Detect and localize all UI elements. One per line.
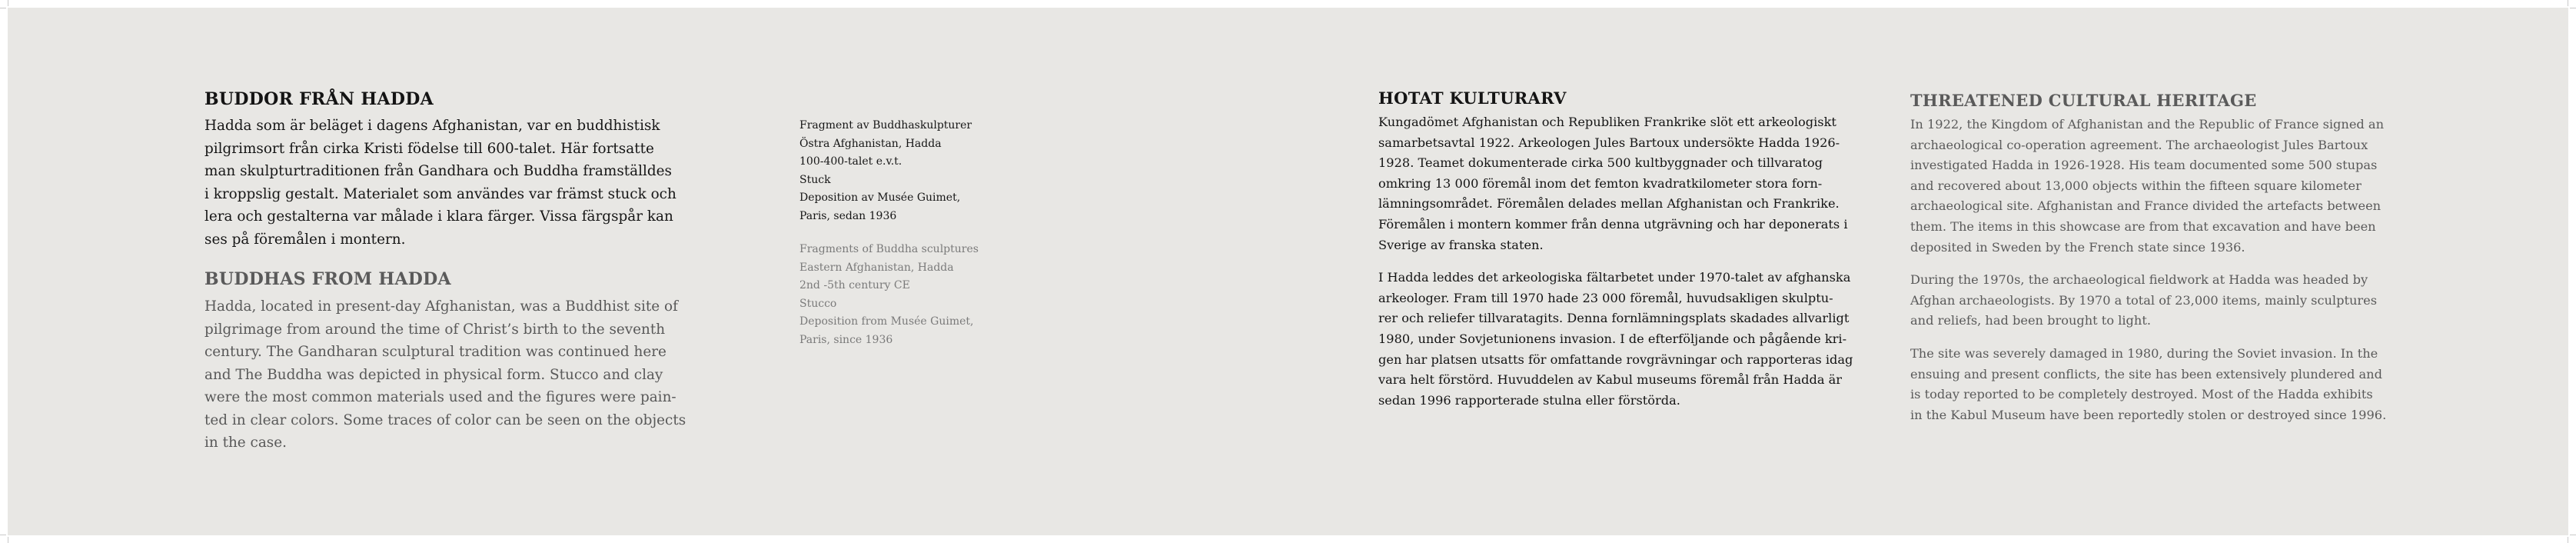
intro-text-english xyxy=(204,295,696,455)
text-line: and The Buddha was depicted in physical form. Stucco and clay xyxy=(204,366,663,383)
text-line: lämningsområdet. Föremålen delades mellan Afghanistan och Frankrike. xyxy=(1378,196,1840,212)
text-line: In 1922, the Kingdom of Afghanistan and the Republic of France signed an xyxy=(1910,117,2385,132)
threatened-heritage-swedish xyxy=(1378,88,1870,411)
text-line: During the 1970s, the archaeological fieldwork at Hadda was headed by xyxy=(1910,272,2368,288)
heading-hotat-kulturarv: HOTAT KULTURARV xyxy=(1378,88,1567,108)
text-line: archaeological co-operation agreement. The archaeologist Jules Bartoux xyxy=(1910,137,2368,152)
text-line: samarbetsavtal 1922. Arkeologen Jules Bartoux undersökte Hadda 1926- xyxy=(1378,135,1840,150)
text-line: lera och gestalterna var målade i klara färger. Vissa färgspår kan xyxy=(204,208,673,225)
text-line: I Hadda leddes det arkeologiska fältarbetet under 1970-talet av afghanska xyxy=(1378,270,1851,285)
caption-line: Deposition av Musée Guimet, xyxy=(799,192,961,204)
text-line: Sverige av franska staten. xyxy=(1378,237,1544,252)
object-caption xyxy=(799,117,1030,349)
heading-threatened-heritage: THREATENED CULTURAL HERITAGE xyxy=(1910,91,2257,110)
text-line: deposited in Sweden by the French state since 1936. xyxy=(1910,239,2245,255)
paragraph xyxy=(1910,115,2402,258)
paragraph xyxy=(1378,112,1870,255)
text-line: in the case. xyxy=(204,435,287,451)
text-line: 1928. Teamet dokumenterade cirka 500 kultbyggnader och tillvaratog xyxy=(1378,155,1823,171)
caption-line: Eastern Afghanistan, Hadda xyxy=(799,261,954,274)
text-line: Hadda som är beläget i dagens Afghanistan, var en buddhistisk xyxy=(204,118,660,134)
text-line: in the Kabul Museum have been reportedly stolen or destroyed since 1996. xyxy=(1910,407,2387,422)
text-line: man skulpturtraditionen från Gandhara och Buddha framställdes xyxy=(204,163,672,179)
text-line: sedan 1996 rapporterade stulna eller förstörda. xyxy=(1378,392,1680,408)
threatened-heritage-english xyxy=(1910,91,2402,425)
heading-swedish: BUDDOR FRÅN HADDA xyxy=(204,89,434,109)
text-line: is today reported to be completely destroyed. Most of the Hadda exhibits xyxy=(1910,387,2373,402)
text-line: i kroppslig gestalt. Materialet som användes var främst stuck och xyxy=(204,185,676,202)
caption-english xyxy=(799,241,1030,349)
intro-text-swedish xyxy=(204,115,696,251)
paragraph xyxy=(1378,268,1870,411)
text-line: pilgrimsort från cirka Kristi födelse till 600-talet. Här fortsatte xyxy=(204,140,654,157)
caption-line: 2nd -5th century CE xyxy=(799,279,910,291)
text-line: Föremålen i montern kommer från denna utgrävning och har deponerats i xyxy=(1378,216,1848,232)
text-line: pilgrimage from around the time of Christ’s birth to the seventh xyxy=(204,321,666,338)
text-line: century. The Gandharan sculptural tradition was continued here xyxy=(204,344,666,360)
caption-line: Paris, sedan 1936 xyxy=(799,209,897,222)
text-line: The site was severely damaged in 1980, during the Soviet invasion. In the xyxy=(1910,345,2378,361)
text-line: and recovered about 13,000 objects within the fifteen square kilometer xyxy=(1910,178,2362,193)
caption-line: Stucco xyxy=(799,297,837,310)
text-line: Afghan archaeologists. By 1970 a total of 23,000 items, mainly sculptures xyxy=(1910,292,2378,308)
caption-line: 100-400-talet e.v.t. xyxy=(799,155,902,168)
paragraph xyxy=(1910,344,2402,425)
caption-line: Stuck xyxy=(799,173,831,186)
text-line: were the most common materials used and the figures were pain- xyxy=(204,389,676,405)
text-line: them. The items in this showcase are from that excavation and have been xyxy=(1910,218,2376,234)
caption-line: Paris, since 1936 xyxy=(799,333,893,346)
text-line: Kungadömet Afghanistan och Republiken Frankrike slöt ett arkeologiskt xyxy=(1378,115,1836,129)
paragraph xyxy=(1910,270,2402,331)
text-line: ensuing and present conflicts, the site has been extensively plundered and xyxy=(1910,366,2382,381)
text-line: Hadda, located in present-day Afghanistan, was a Buddhist site of xyxy=(204,298,678,315)
caption-line: Deposition from Musée Guimet, xyxy=(799,315,974,328)
text-line: omkring 13 000 föremål inom det femton kvadratkilometer stora forn- xyxy=(1378,175,1823,191)
caption-line: Östra Afghanistan, Hadda xyxy=(799,137,942,150)
text-line: ses på föremålen i montern. xyxy=(204,231,406,248)
caption-line: Fragment av Buddhaskulpturer xyxy=(799,119,972,132)
text-line: archaeological site. Afghanistan and France divided the artefacts between xyxy=(1910,198,2382,214)
intro-section xyxy=(204,89,696,455)
text-line: investigated Hadda in 1926-1928. His team documented some 500 stupas xyxy=(1910,158,2378,173)
caption-swedish xyxy=(799,117,1030,225)
text-line: vara helt förstörd. Huvuddelen av Kabul museums föremål från Hadda är xyxy=(1378,372,1843,388)
text-line: arkeologer. Fram till 1970 hade 23 000 föremål, huvudsakligen skulptu- xyxy=(1378,290,1833,305)
text-line: gen har platsen utsatts för omfattande rovgrävningar och rapporteras idag xyxy=(1378,351,1853,367)
text-line: ted in clear colors. Some traces of color can be seen on the objects xyxy=(204,411,686,428)
text-line: rer och reliefer tillvaratagits. Denna fornlämningsplats skadades allvarligt xyxy=(1378,311,1850,326)
text-line: and reliefs, had been brought to light. xyxy=(1910,313,2152,328)
text-line: 1980, under Sovjetunionens invasion. I de efterföljande och pågående kri- xyxy=(1378,331,1847,346)
caption-line: Fragments of Buddha sculptures xyxy=(799,243,979,255)
heading-english: BUDDHAS FROM HADDA xyxy=(204,269,451,289)
